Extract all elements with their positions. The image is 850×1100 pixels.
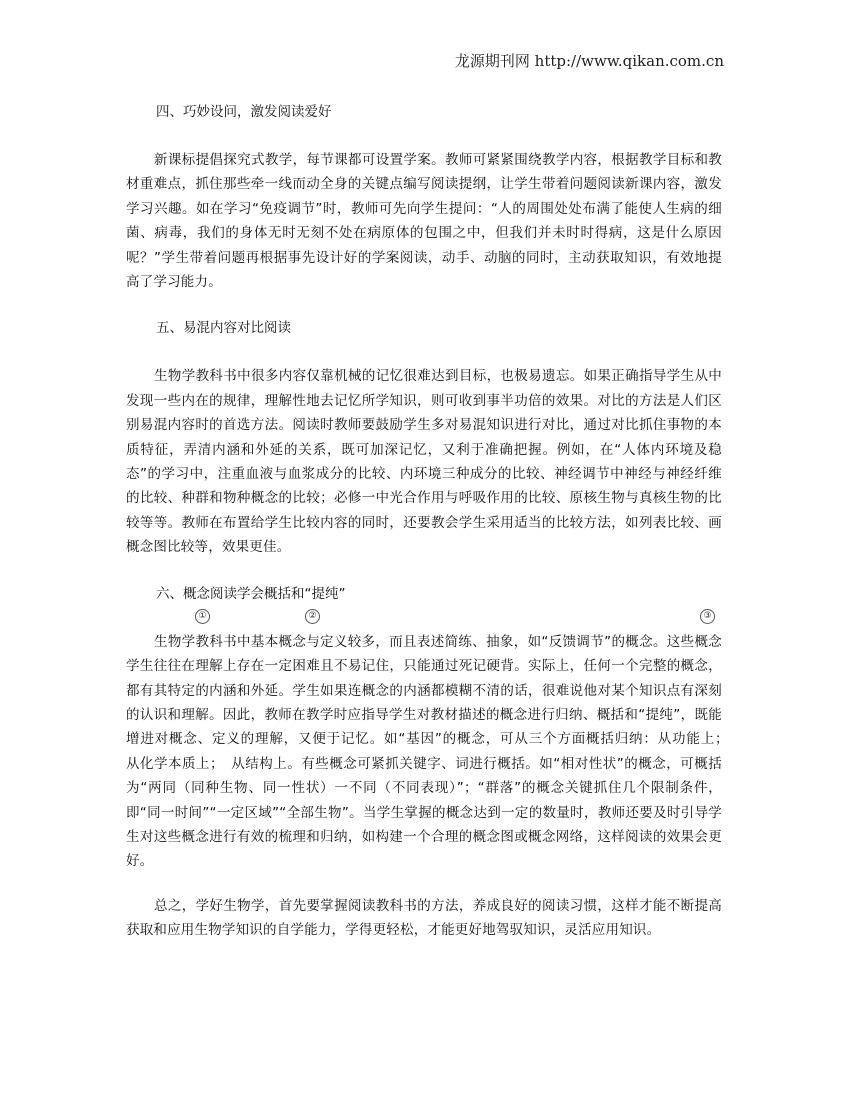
conclusion-paragraph: 总之，学好生物学，首先要掌握阅读教科书的方法，养成良好的阅读习惯，这样才能不断提高获取和应用生物学知识的自学能力，学得更轻松，才能更好地驾驭知识，灵活应用知识。 (126, 897, 722, 939)
article-body (126, 100, 736, 943)
section-heading-5: 五、易混内容对比阅读 (156, 320, 291, 337)
section-paragraph-6: 生物学教科书中基本概念与定义较多，而且表述简练、抽象，如“反馈调节”的概念。这些概念学生往往在理解上存在一定困难且不易记住，只能通过死记硬背。实际上，任何一个完整的概念，都有其特定的内涵和外延。学生如果连概念的内涵都模糊不清的话，很难说他对某个知识点有深刻的认识和理解。因此，教师在教学时应指导学生对教材描述的概念进行归纳、概括和“提纯”，既能增进对概念、定义的理解，又便于记忆。如“基因”的概念，可从三个方面概括归纳：从功能上； 从化学本质上； 从结构上。有些概念可紧抓关键字、词进行概括。如“相对性状”的概念，可概括为“两同（同种生物、同一性状）一不同（不同表现）”；“群落”的概念关键抓住几个限制条件，即“同一时间”“一定区域”“全部生物”。当学生掌握的概念达到一定的数量时，教师还要及时引导学生对这些概念进行有效的梳理和归纳，如构建一个合理的概念图或概念网络，这样阅读的效果会更好。 (126, 633, 736, 870)
circled-number-marker: ③ (700, 609, 715, 624)
section-paragraph-5: 生物学教科书中很多内容仅靠机械的记忆很难达到目标，也极易遗忘。如果正确指导学生从中发现一些内在的规律，理解性地去记忆所学知识，则可收到事半功倍的效果。对比的方法是人们区别易混内容时的首选方法。阅读时教师要鼓励学生多对易混知识进行对比，通过对比抓住事物的本质特征，弄清内涵和外延的关系，既可加深记忆，又利于准确把握。例如，在“人体内环境及稳态”的学习中，注重血液与血浆成分的比较、内环境三种成分的比较、神经调节中神经与神经纤维的比较、种群和物种概念的比较；必修一中光合作用与呼吸作用的比较、原核生物与真核生物的比较等等。教师在布置给学生比较内容的同时，还要教会学生采用适当的比较方法，如列表比较、画概念图比较等，效果更佳。 (126, 368, 722, 556)
section-heading-6: 六、概念阅读学会概括和“提纯” (156, 585, 346, 602)
journal-header: 龙源期刊网 http://www.qikan.com.cn (454, 52, 724, 70)
circled-number-marker: ② (305, 609, 320, 624)
circled-number-marker: ① (195, 609, 210, 624)
section-heading-4: 四、巧妙设问，激发阅读爱好 (156, 104, 332, 120)
section-paragraph-4: 新课标提倡探究式教学，每节课都可设置学案。教师可紧紧围绕教学内容，根据教学目标和教材重难点，抓住那些牵一线而动全身的关键点编写阅读提纲，让学生带着问题阅读新课内容，激发学习兴趣。如在学习“免疫调节”时，教师可先向学生提问：“人的周围处处布满了能使人生病的细菌、病毒，我们的身体无时无刻不处在病原体的包围之中，但我们并未时时得病，这是什么原因呢？”学生带着问题再根据事先设计好的学案阅读，动手、动脑的同时，主动获取知识，有效地提高了学习能力。 (126, 152, 722, 291)
